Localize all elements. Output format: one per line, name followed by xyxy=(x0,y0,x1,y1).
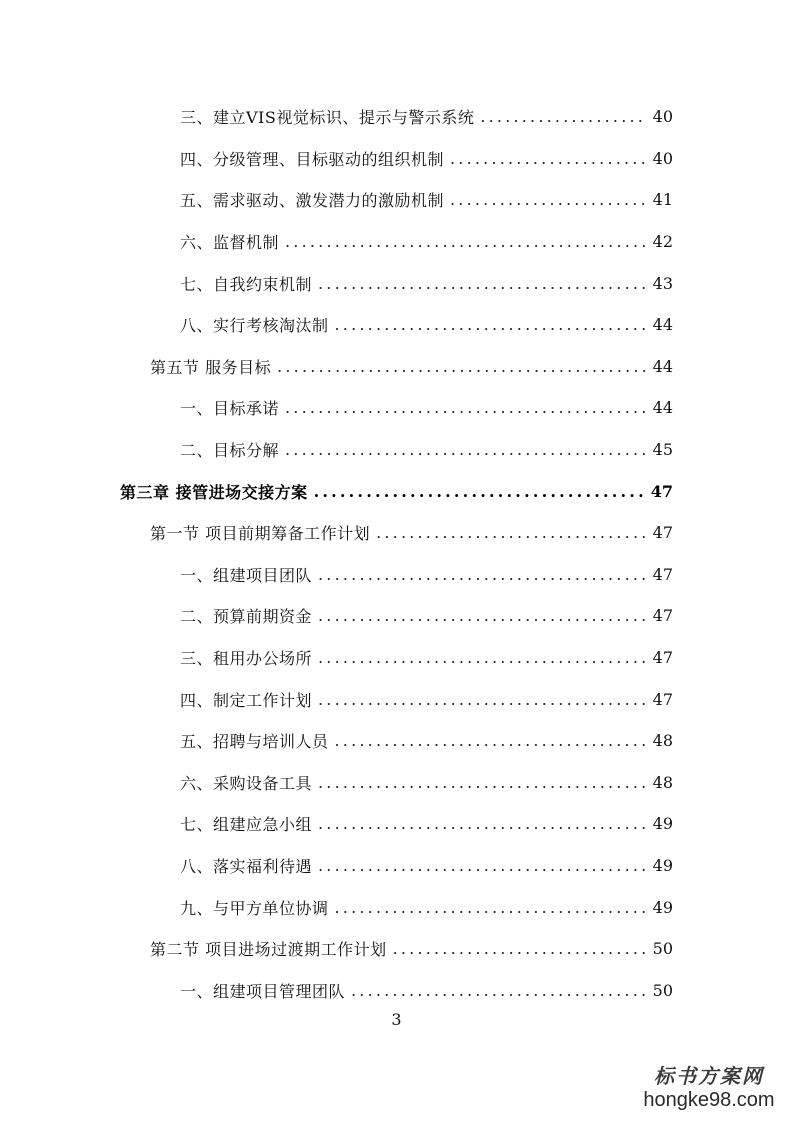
toc-entry-title: 七、自我约束机制 xyxy=(180,274,313,294)
toc-entry[interactable] xyxy=(0,762,793,804)
toc-entry[interactable] xyxy=(0,928,793,970)
toc-entry[interactable] xyxy=(0,886,793,928)
toc-entry[interactable] xyxy=(0,346,793,388)
watermark-logo xyxy=(639,1064,779,1112)
toc-dot-leader xyxy=(351,981,647,1000)
toc-dot-leader xyxy=(335,731,647,750)
toc-entry-page: 49 xyxy=(652,897,673,917)
toc-dot-leader xyxy=(318,773,647,792)
toc-entry[interactable] xyxy=(0,96,793,138)
toc-dot-leader xyxy=(285,398,647,417)
toc-entry[interactable] xyxy=(0,803,793,845)
toc-entry[interactable] xyxy=(0,969,793,1011)
toc-dot-leader xyxy=(450,190,647,209)
toc-dot-leader xyxy=(277,357,647,376)
toc-entry-page: 47 xyxy=(652,648,673,668)
toc-entry-title: 第一节 项目前期筹备工作计划 xyxy=(150,524,371,544)
toc-entry-title: 四、分级管理、目标驱动的组织机制 xyxy=(180,149,445,169)
toc-dot-leader xyxy=(335,898,647,917)
toc-entry-title: 六、采购设备工具 xyxy=(180,773,313,793)
toc-dot-leader xyxy=(480,107,646,126)
toc-dot-leader xyxy=(335,315,647,334)
toc-entry-title: 第五节 服务目标 xyxy=(150,357,272,377)
toc-dot-leader xyxy=(318,690,647,709)
toc-entry-title: 一、组建项目团队 xyxy=(180,565,313,585)
toc-entry-page: 49 xyxy=(652,814,673,834)
toc-entry-title: 二、目标分解 xyxy=(180,441,280,461)
table-of-contents xyxy=(0,96,793,1011)
toc-dot-leader xyxy=(318,814,647,833)
toc-entry-title: 一、组建项目管理团队 xyxy=(180,981,346,1001)
toc-entry-title: 四、制定工作计划 xyxy=(180,690,313,710)
toc-entry-page: 41 xyxy=(652,190,673,210)
toc-dot-leader xyxy=(318,648,647,667)
toc-dot-leader xyxy=(318,274,647,293)
toc-entry-page: 44 xyxy=(652,356,673,376)
toc-entry-page: 50 xyxy=(652,939,673,959)
toc-dot-leader xyxy=(318,565,647,584)
toc-entry[interactable] xyxy=(0,138,793,180)
toc-entry-page: 45 xyxy=(652,440,673,460)
toc-entry-title: 七、组建应急小组 xyxy=(180,815,313,835)
toc-entry-page: 44 xyxy=(652,315,673,335)
toc-entry[interactable] xyxy=(0,429,793,471)
toc-dot-leader xyxy=(314,482,645,501)
toc-entry[interactable] xyxy=(0,221,793,263)
toc-dot-leader xyxy=(393,939,647,958)
toc-entry-title: 三、建立VIS视觉标识、提示与警示系统 xyxy=(180,108,475,128)
toc-entry[interactable] xyxy=(0,470,793,512)
toc-dot-leader xyxy=(376,523,647,542)
toc-entry-page: 43 xyxy=(652,273,673,293)
toc-entry-title: 八、实行考核淘汰制 xyxy=(180,316,329,336)
toc-entry-page: 42 xyxy=(652,232,673,252)
watermark-url: hongke98.com xyxy=(643,1089,775,1111)
toc-dot-leader xyxy=(318,856,647,875)
toc-entry[interactable] xyxy=(0,554,793,596)
toc-entry-page: 40 xyxy=(652,148,673,168)
toc-entry-title: 二、预算前期资金 xyxy=(180,607,313,627)
toc-entry[interactable] xyxy=(0,845,793,887)
toc-entry-page: 49 xyxy=(652,855,673,875)
toc-entry-page: 47 xyxy=(652,606,673,626)
watermark-name: 标书方案网 xyxy=(654,1064,764,1088)
toc-entry[interactable] xyxy=(0,262,793,304)
toc-entry-title: 一、目标承诺 xyxy=(180,399,280,419)
toc-entry[interactable] xyxy=(0,678,793,720)
toc-entry-page: 50 xyxy=(652,980,673,1000)
toc-entry-page: 40 xyxy=(652,107,673,127)
toc-dot-leader xyxy=(318,606,647,625)
toc-entry-page: 47 xyxy=(652,564,673,584)
toc-entry-title: 五、招聘与培训人员 xyxy=(180,732,329,752)
toc-entry-title: 八、落实福利待遇 xyxy=(180,856,313,876)
toc-entry-title: 六、监督机制 xyxy=(180,233,280,253)
toc-entry[interactable] xyxy=(0,179,793,221)
toc-entry-title: 九、与甲方单位协调 xyxy=(180,898,329,918)
toc-entry[interactable] xyxy=(0,595,793,637)
toc-entry-page: 48 xyxy=(652,772,673,792)
toc-entry-page: 47 xyxy=(652,689,673,709)
toc-entry-page: 47 xyxy=(650,481,673,501)
toc-entry[interactable] xyxy=(0,637,793,679)
toc-entry[interactable] xyxy=(0,304,793,346)
toc-entry[interactable] xyxy=(0,387,793,429)
toc-entry-page: 48 xyxy=(652,731,673,751)
toc-entry[interactable] xyxy=(0,512,793,554)
toc-dot-leader xyxy=(450,149,647,168)
toc-entry[interactable] xyxy=(0,720,793,762)
page-number: 3 xyxy=(391,1010,402,1029)
toc-dot-leader xyxy=(285,232,647,251)
toc-entry-page: 47 xyxy=(652,523,673,543)
toc-entry-page: 44 xyxy=(652,398,673,418)
toc-dot-leader xyxy=(285,440,647,459)
toc-entry-title: 三、租用办公场所 xyxy=(180,649,313,669)
toc-entry-title: 第二节 项目进场过渡期工作计划 xyxy=(150,940,387,960)
toc-entry-title: 五、需求驱动、激发潜力的激励机制 xyxy=(180,191,445,211)
toc-entry-title: 第三章 接管进场交接方案 xyxy=(120,482,308,502)
